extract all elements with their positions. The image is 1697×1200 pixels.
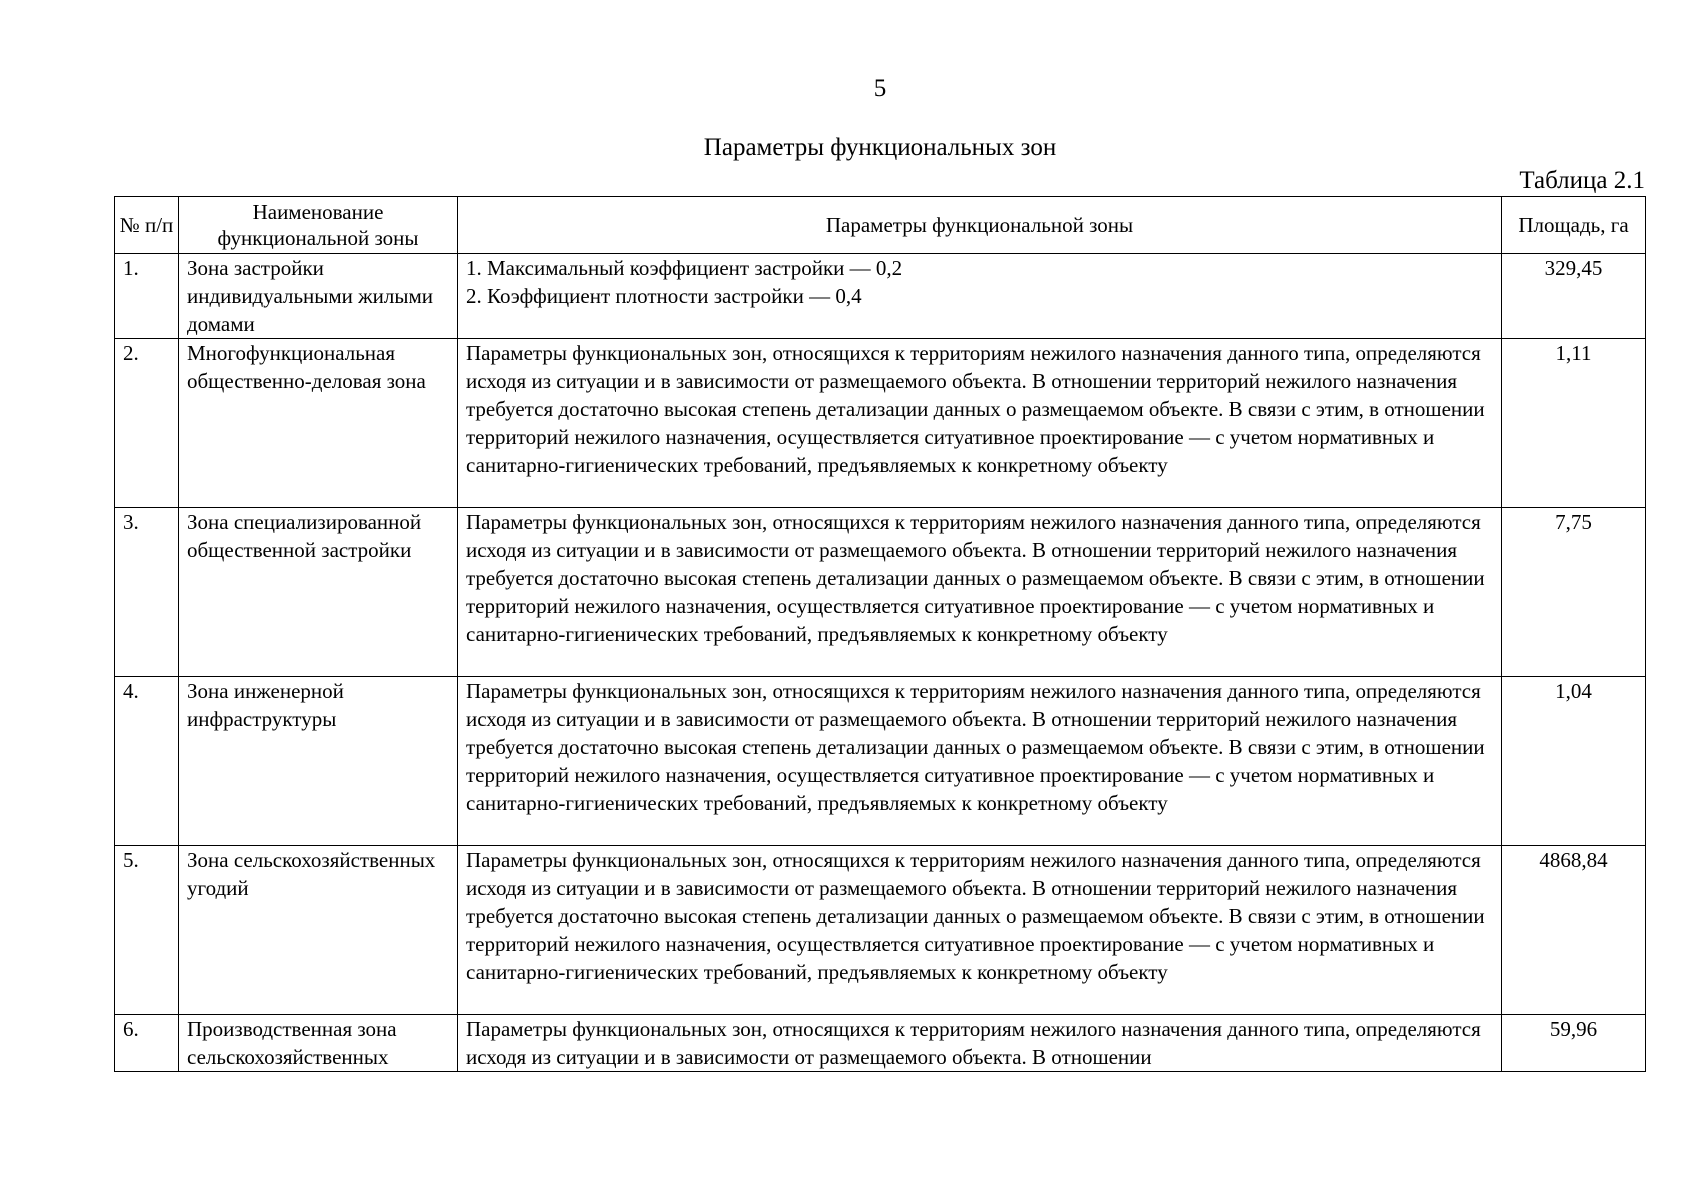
zone-name: Производственная зона сельскохозяйственных xyxy=(179,1015,458,1072)
zone-params: Параметры функциональных зон, относящихся к территориям нежилого назначения данного типа, определяются исходя из ситуации и в зависимости от размещаемого объекта. В отношении территорий нежилого назначения требуется достаточно высокая степень детализации данных о размещаемом объекте. В связи с этим, в отношении территорий нежилого назначения, осуществляется ситуативное проектирование — с учетом нормативных и санитарно-гигиенических требований, предъявляемых к конкретному объекту xyxy=(458,508,1502,677)
zone-params: Параметры функциональных зон, относящихся к территориям нежилого назначения данного типа, определяются исходя из ситуации и в зависимости от размещаемого объекта. В отношении территорий нежилого назначения требуется достаточно высокая степень детализации данных о размещаемом объекте. В связи с этим, в отношении территорий нежилого назначения, осуществляется ситуативное проектирование — с учетом нормативных и санитарно-гигиенических требований, предъявляемых к конкретному объекту xyxy=(458,339,1502,508)
table-header-row xyxy=(115,197,1646,254)
param-line: 2. Коэффициент плотности застройки — 0,4 xyxy=(466,284,862,308)
table-row xyxy=(115,254,1646,339)
zone-name: Зона сельскохозяйственных угодий xyxy=(179,846,458,1015)
table-row xyxy=(115,508,1646,677)
zone-params: Параметры функциональных зон, относящихся к территориям нежилого назначения данного типа, определяются исходя из ситуации и в зависимости от размещаемого объекта. В отношении территорий нежилого назначения требуется достаточно высокая степень детализации данных о размещаемом объекте. В связи с этим, в отношении территорий нежилого назначения, осуществляется ситуативное проектирование — с учетом нормативных и санитарно-гигиенических требований, предъявляемых к конкретному объекту xyxy=(458,677,1502,846)
row-num: 1. xyxy=(115,254,179,339)
zone-params: Параметры функциональных зон, относящихся к территориям нежилого назначения данного типа, определяются исходя из ситуации и в зависимости от размещаемого объекта. В отношении территорий нежилого назначения требуется достаточно высокая степень детализации данных о размещаемом объекте. В связи с этим, в отношении территорий нежилого назначения, осуществляется ситуативное проектирование — с учетом нормативных и санитарно-гигиенических требований, предъявляемых к конкретному объекту xyxy=(458,846,1502,1015)
zone-area: 7,75 xyxy=(1502,508,1646,677)
header-num: № п/п xyxy=(115,197,179,254)
row-num: 2. xyxy=(115,339,179,508)
zone-params: Параметры функциональных зон, относящихся к территориям нежилого назначения данного типа, определяются исходя из ситуации и в зависимости от размещаемого объекта. В отношении xyxy=(458,1015,1502,1072)
zone-area: 59,96 xyxy=(1502,1015,1646,1072)
zone-name: Многофункциональная общественно-деловая зона xyxy=(179,339,458,508)
row-num: 5. xyxy=(115,846,179,1015)
row-num: 6. xyxy=(115,1015,179,1072)
header-params: Параметры функциональной зоны xyxy=(458,197,1502,254)
document-title: Параметры функциональных зон xyxy=(703,134,1057,161)
row-num: 3. xyxy=(115,508,179,677)
param-line: 1. Максимальный коэффициент застройки — 0,2 xyxy=(466,256,903,280)
zones-table xyxy=(114,196,1646,1072)
header-area: Площадь, га xyxy=(1502,197,1646,254)
table-row xyxy=(115,846,1646,1015)
zone-name: Зона застройки индивидуальными жилыми домами xyxy=(179,254,458,339)
zone-area: 1,11 xyxy=(1502,339,1646,508)
table-row xyxy=(115,1015,1646,1072)
header-name: Наименование функциональной зоны xyxy=(179,197,458,254)
zone-area: 329,45 xyxy=(1502,254,1646,339)
zone-params xyxy=(458,254,1502,339)
zone-name: Зона специализированной общественной застройки xyxy=(179,508,458,677)
page-number: 5 xyxy=(873,75,887,102)
row-num: 4. xyxy=(115,677,179,846)
zone-area: 4868,84 xyxy=(1502,846,1646,1015)
table-row xyxy=(115,677,1646,846)
zone-area: 1,04 xyxy=(1502,677,1646,846)
table-row xyxy=(115,339,1646,508)
table-caption: Таблица 2.1 xyxy=(1519,167,1645,194)
zone-name: Зона инженерной инфраструктуры xyxy=(179,677,458,846)
